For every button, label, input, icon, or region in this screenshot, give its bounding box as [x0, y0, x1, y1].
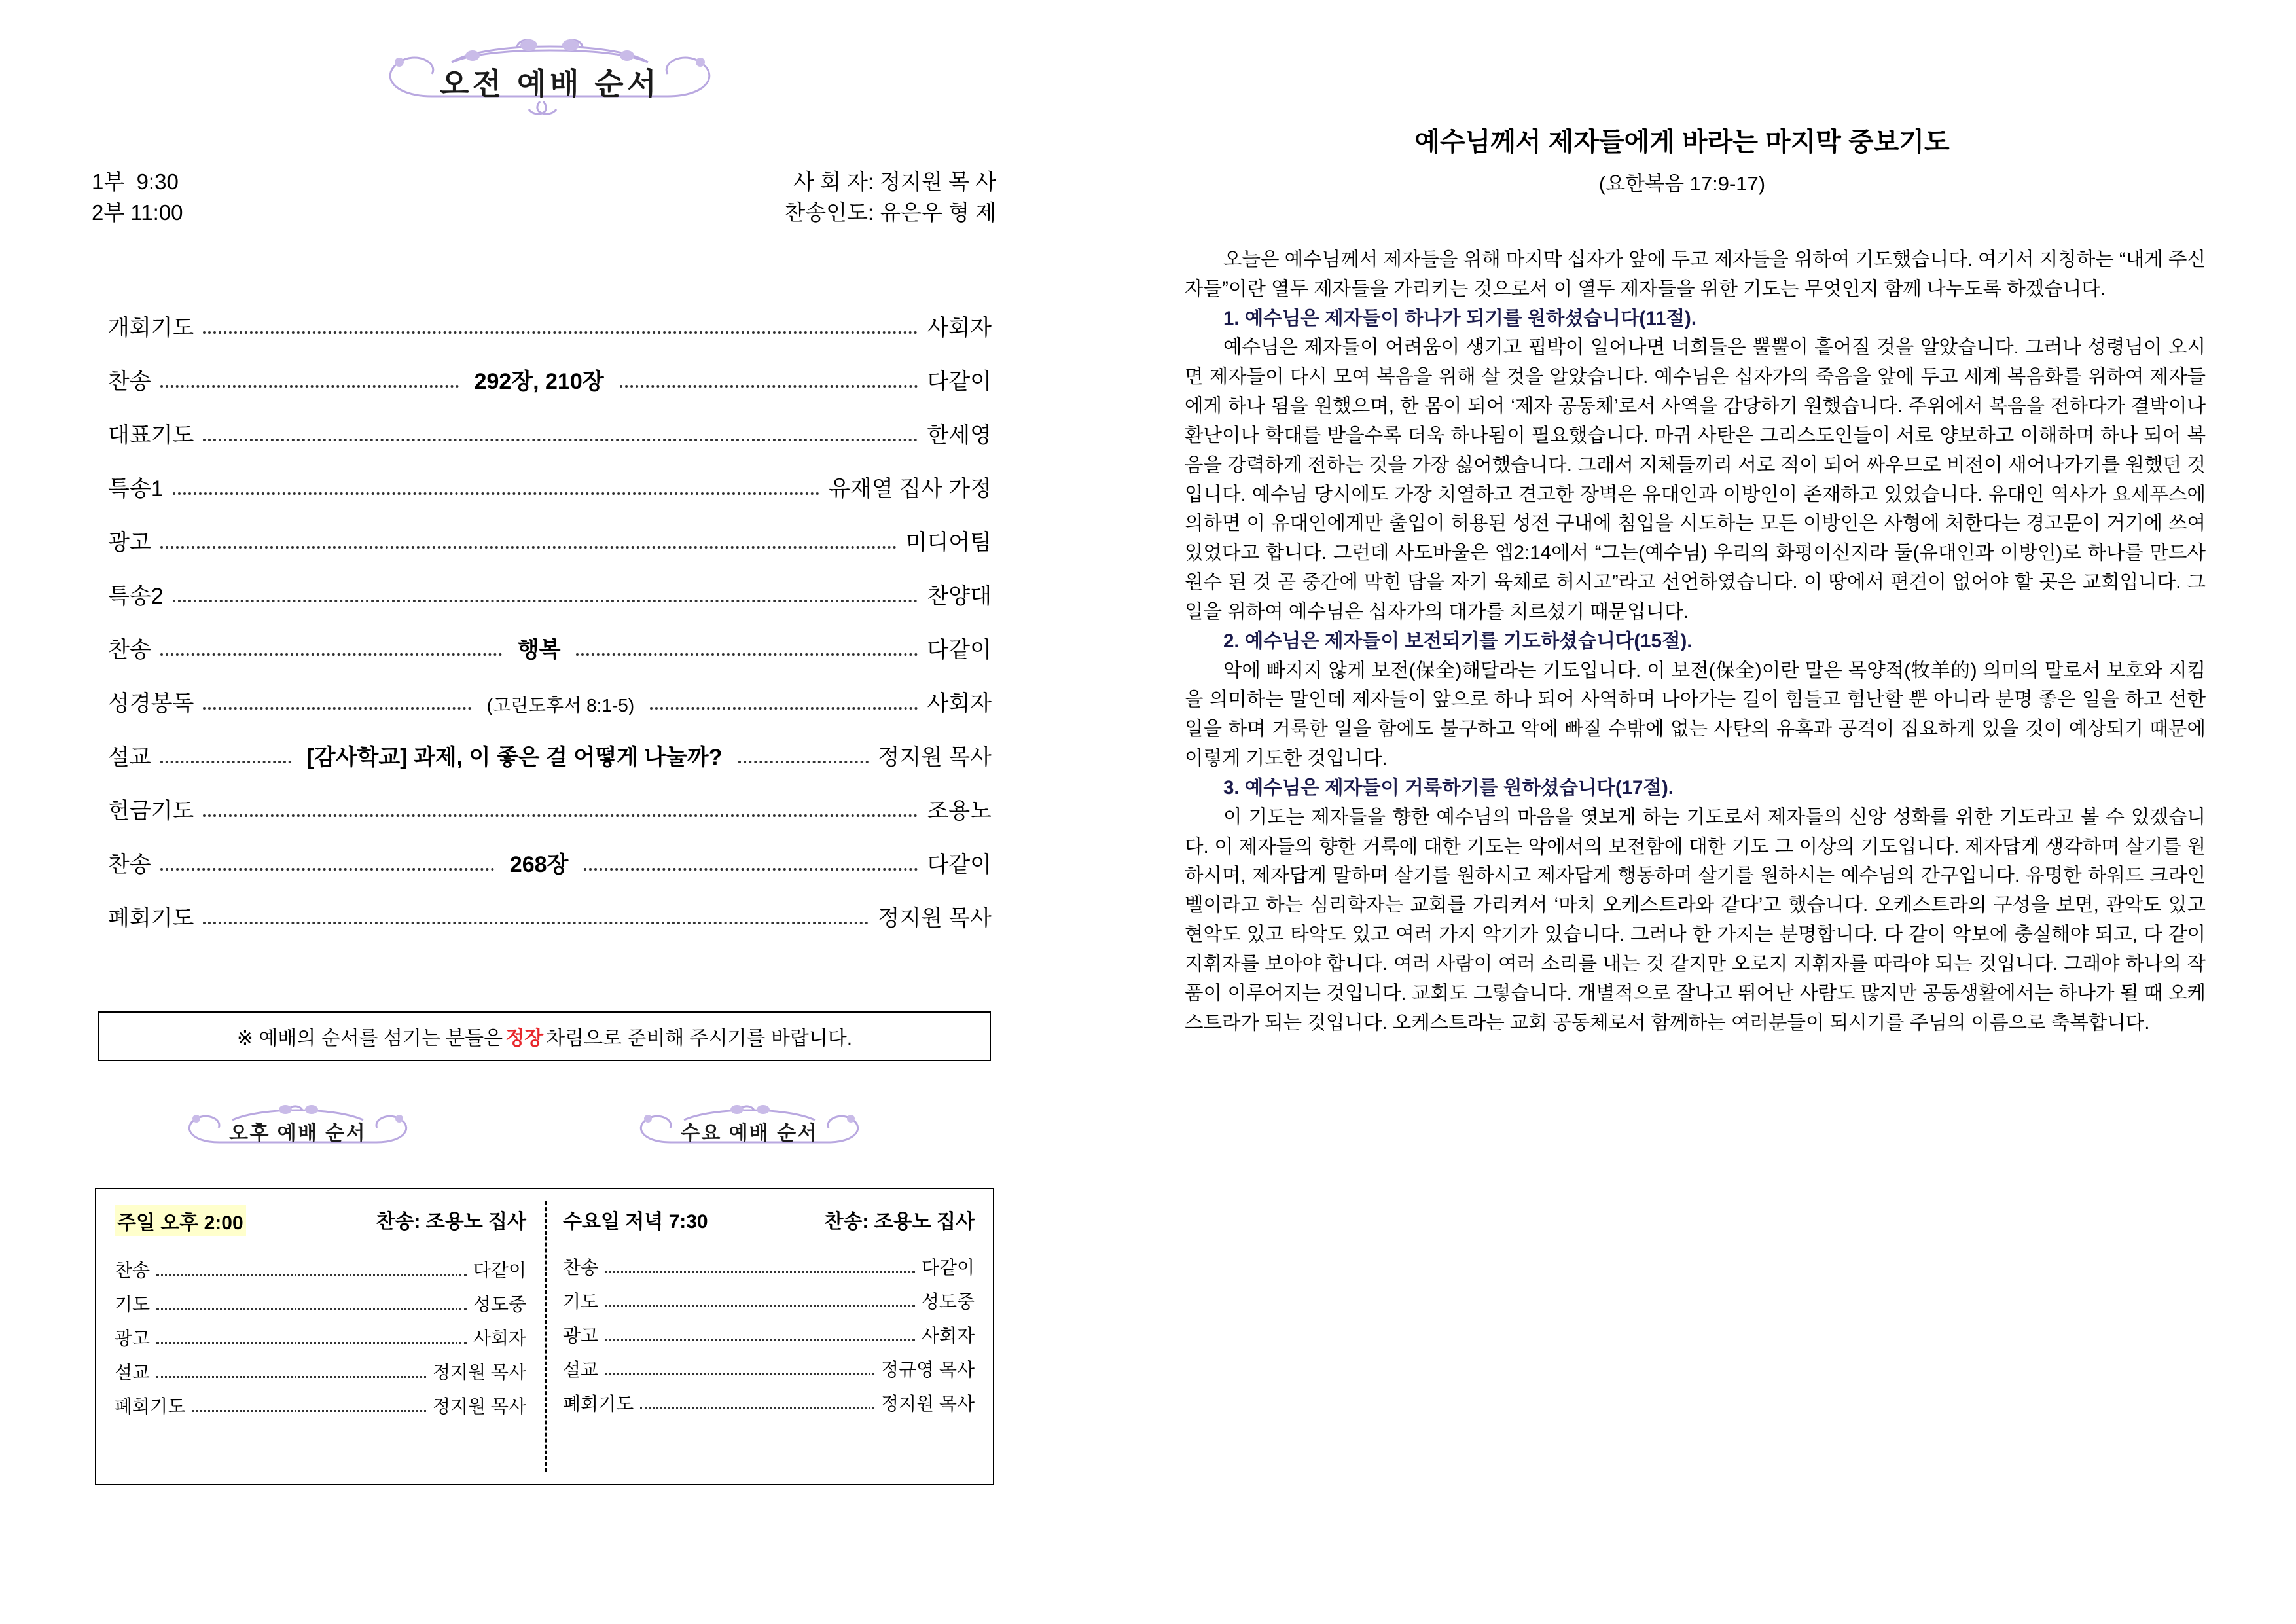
- schedule-person: 다같이: [473, 1260, 526, 1280]
- leader-dots: [605, 1305, 915, 1307]
- schedule-person: 사회자: [473, 1328, 526, 1348]
- order-label: 찬송: [108, 369, 151, 394]
- leader-presider: 사 회 자: 정지원 목 사: [793, 170, 996, 194]
- wednesday-service-column: [545, 1189, 993, 1484]
- order-person: 유재열 집사 가정: [829, 477, 992, 501]
- service-time-2: 2부 11:00: [92, 200, 183, 225]
- notice-text-after: 차림으로 준비해 주시기를 바랍니다.: [546, 1028, 853, 1049]
- schedule-row: [115, 1316, 526, 1350]
- order-row: [108, 771, 992, 825]
- order-row: [108, 503, 992, 556]
- schedule-label: 기도: [563, 1291, 599, 1312]
- wednesday-service-time: 수요일 저녁 7:30: [563, 1211, 708, 1233]
- leader-song: 찬송인도: 유은우 형 제: [784, 200, 996, 225]
- sermon-section-heading-2: 2. 예수님은 제자들이 보전되기를 기도하셨습니다(15절).: [1223, 630, 1693, 652]
- order-person: 사회자: [927, 691, 992, 716]
- order-label: 개회기도: [108, 316, 194, 340]
- leader-dots: [160, 653, 502, 656]
- service-times: [92, 167, 183, 228]
- schedule-person: 정지원 목사: [880, 1394, 975, 1414]
- schedule-row: [563, 1348, 975, 1382]
- wednesday-service-title: 수요 예배 순서: [681, 1123, 818, 1144]
- leader-dots: [605, 1271, 915, 1273]
- sermon-body: [1185, 245, 2206, 1038]
- order-label: 특송1: [108, 477, 164, 501]
- afternoon-service-title: 오후 예배 순서: [229, 1123, 367, 1144]
- order-row: [108, 717, 992, 771]
- leader-dots: [640, 1407, 874, 1409]
- order-row: [108, 825, 992, 878]
- order-label: 성경봉독: [108, 691, 194, 716]
- leader-dots: [156, 1307, 467, 1310]
- leader-dots: [173, 492, 820, 495]
- leader-dots: [160, 545, 897, 549]
- leader-dots: [605, 1373, 874, 1375]
- schedule-row: [563, 1246, 975, 1280]
- order-label: 특송2: [108, 584, 164, 609]
- sermon-intro: 오늘은 예수님께서 제자들을 위해 마지막 십자가 앞에 두고 제자들을 위하여 기도했습니다. 여기서 지칭하는 “내게 주신 자들”이란 열두 제자들을 가리키는 것으로서 이 열두 제자들을 위한 기도는 무엇인지 함께 나누도록 하겠습니다.: [1185, 249, 2206, 300]
- secondary-services-box: [95, 1188, 994, 1485]
- order-row: [108, 878, 992, 932]
- order-of-worship-list: [108, 288, 992, 932]
- order-row: [108, 449, 992, 503]
- leader-dots: [203, 331, 918, 334]
- order-row: [108, 610, 992, 664]
- wednesday-song-leader: 찬송: 조용노 집사: [824, 1211, 975, 1233]
- order-label: 찬송: [108, 852, 151, 877]
- sermon-section-text-1: 예수님은 제자들이 어려움이 생기고 핍박이 일어나면 너희들은 뿔뿔이 흩어질 것을 알았습니다. 그러나 성령님이 오시면 제자들이 다시 모여 복음을 위해 살 것을 알았습니다. 예수님은 십자가의 죽음을 앞에 두고 세계 복음화를 위하여 제자들에게 하나 됨을 원했으며, 한 몸이 되어 ‘제자 공동체’로서 사역을 감당하기 원했습니다. 주위에서 복음을 전하다가 결박이나 환난이나 학대를 받을수록 더욱 하나됨이 필요했습니다. 마귀 사탄은 그리스도인들이 서로 양보하고 이해하며 하나 되어 복음을 강력하게 전하는 것을 가장 싫어했습니다. 그래서 지체들끼리 서로 적이 되어 싸우므로 비전이 새어나가기를 원했던 것입니다. 예수님 당시에도 가장 치열하고 견고한 장벽은 유대인과 이방인이 존재하고 있었습니다. 유대인 역사가 요세푸스에 의하면 이 유대인에게만 출입이 허용된 성전 구내에 침입을 시도하는 모든 이방인은 사형에 처한다는 경고문이 거기에 쓰여 있었다고 합니다. 그런데 사도바울은 엡2:14에서 “그는(예수님) 우리의 화평이신지라 둘(유대인과 이방인)로 하나를 만드사 원수 된 것 곧 중간에 막힌 담을 자기 육체로 허시고”라고 선언하였습니다. 이 땅에서 편견이 없어야 할 곳은 교회입니다. 그 일을 위하여 예수님은 십자가의 대가를 치르셨기 때문입니다.: [1185, 336, 2206, 623]
- left-column: [0, 0, 1080, 1624]
- order-detail: 행복: [517, 638, 561, 662]
- schedule-row: [563, 1280, 975, 1314]
- order-person: 정지원 목사: [878, 906, 992, 931]
- notice-text-before: ※ 예배의 순서를 섬기는 분들은: [236, 1028, 503, 1049]
- leader-dots: [156, 1273, 467, 1276]
- schedule-label: 설교: [563, 1360, 599, 1380]
- leader-dots: [650, 706, 918, 710]
- sermon-section-text-3: 이 기도는 제자들을 향한 예수님의 마음을 엿보게 하는 기도로서 제자들의 신앙 성화를 위한 기도라고 볼 수 있겠습니다. 이 제자들의 향한 거룩에 대한 기도는 악에서의 보전함에 대한 기도 그 이상의 기도입니다. 제자답게 생각하며 살기를 원하시며, 제자답게 말하며 살기를 원하시고 제자답게 행동하며 살기를 원하시는 예수님의 간구입니다. 유명한 하워드 크라인벨이라고 하는 심리학자는 교회를 가리켜서 ‘마치 오케스트라와 같다’고 했습니다. 오케스트라의 구성을 보면, 관악도 있고 현악도 있고 타악도 있고 여러 가지 악기가 있습니다. 그러나 한 가지는 분명합니다. 다 같이 악보에 충실해야 되고, 다 같이 지휘자를 보아야 합니다. 여러 사람이 여러 소리를 내는 것 같지만 오로지 지휘자를 따라야 되는 것입니다. 그래야 하나의 작품이 이루어지는 것입니다. 교회도 그렇습니다. 개별적으로 잘나고 뛰어난 사람도 많지만 공동생활에서는 하나가 될 때 오케스트라가 되는 것입니다. 오케스트라는 교회 공동체로서 함께하는 여러분들이 되시기를 주님의 이름으로 축복합니다.: [1185, 806, 2206, 1034]
- leader-dots: [156, 1375, 426, 1378]
- leader-dots: [738, 760, 869, 763]
- morning-service-title: 오전 예배 순서: [439, 67, 660, 101]
- afternoon-service-header: [115, 1205, 526, 1236]
- order-person: 찬양대: [927, 584, 992, 609]
- schedule-row: [563, 1382, 975, 1416]
- schedule-person: 성도중: [921, 1291, 975, 1312]
- order-person: 정지원 목사: [878, 745, 992, 770]
- morning-service-banner: [353, 36, 746, 128]
- sermon-scripture: (요한복음 17:9-17): [1598, 172, 1766, 195]
- leader-dots: [173, 599, 918, 602]
- service-time-1: 1부 9:30: [92, 170, 179, 194]
- sermon-section-text-2: 악에 빠지지 않게 보전(保全)해달라는 기도입니다. 이 보전(保全)이란 말은 목양적(牧羊的) 의미의 말로서 보호와 지킴을 의미하는 말인데 제자들이 앞으로 하나 되어 사역하며 나아가는 길이 힘들고 험난할 뿐 아니라 분명 좋은 일을 하고 선한 일을 하며 거룩한 일을 함에도 불구하고 악에 빠질 수밖에 없는 사탄의 유혹과 공격이 집요하게 있을 것이 예상되기 때문에 이렇게 기도한 것입니다.: [1185, 659, 2206, 770]
- order-label: 폐회기도: [108, 906, 194, 931]
- afternoon-service-time: 주일 오후 2:00: [115, 1205, 246, 1236]
- schedule-row: [563, 1314, 975, 1348]
- leader-dots: [203, 438, 918, 441]
- order-row: [108, 395, 992, 449]
- schedule-label: 설교: [115, 1362, 151, 1382]
- order-person: 사회자: [927, 316, 992, 340]
- dress-code-notice: [98, 1011, 991, 1061]
- schedule-row: [115, 1282, 526, 1316]
- leader-dots: [160, 867, 494, 871]
- schedule-label: 기도: [115, 1294, 151, 1314]
- scripture-reference: (고린도후서 8:1-5): [486, 695, 635, 715]
- order-label: 대표기도: [108, 423, 194, 448]
- leader-dots: [620, 384, 918, 388]
- schedule-person: 정규영 목사: [880, 1360, 975, 1380]
- schedule-person: 성도중: [473, 1294, 526, 1314]
- sermon-section-heading-1: 1. 예수님은 제자들이 하나가 되기를 원하셨습니다(11절).: [1223, 307, 1697, 329]
- leader-dots: [584, 867, 918, 871]
- notice-highlight: 정장: [505, 1028, 544, 1049]
- schedule-row: [115, 1384, 526, 1418]
- schedule-label: 폐회기도: [115, 1396, 186, 1416]
- schedule-person: 정지원 목사: [432, 1396, 526, 1416]
- order-label: 광고: [108, 530, 151, 555]
- order-person: 다같이: [927, 638, 992, 662]
- schedule-label: 광고: [563, 1326, 599, 1346]
- leader-dots: [156, 1341, 467, 1344]
- schedule-person: 사회자: [921, 1326, 975, 1346]
- leader-dots: [160, 384, 459, 388]
- wednesday-service-banner: [609, 1103, 890, 1159]
- order-person: 다같이: [927, 369, 992, 394]
- order-person: 조용노: [927, 799, 992, 823]
- order-detail: 292장, 210장: [474, 369, 604, 394]
- afternoon-song-leader: 찬송: 조용노 집사: [376, 1211, 526, 1233]
- leader-dots: [576, 653, 918, 656]
- order-label: 찬송: [108, 638, 151, 662]
- leader-dots: [203, 921, 869, 924]
- order-row: [108, 288, 992, 342]
- leader-dots: [160, 760, 291, 763]
- schedule-person: 정지원 목사: [432, 1362, 526, 1382]
- schedule-label: 광고: [115, 1328, 151, 1348]
- afternoon-service-column: [96, 1189, 545, 1484]
- schedule-label: 폐회기도: [563, 1394, 634, 1414]
- leader-dots: [203, 814, 918, 817]
- sermon-title: [감사학교] 과제, 이 좋은 걸 어떻게 나눌까?: [306, 745, 723, 770]
- order-row: [108, 342, 992, 395]
- order-row: [108, 556, 992, 610]
- order-person: 미디어팀: [905, 530, 992, 555]
- sermon-heading: 예수님께서 제자들에게 바라는 마지막 중보기도: [1414, 128, 1950, 156]
- leader-dots: [203, 706, 471, 710]
- right-column: [1172, 0, 2232, 1624]
- schedule-row: [115, 1248, 526, 1282]
- wednesday-service-header: [563, 1205, 975, 1234]
- leader-dots: [192, 1409, 426, 1412]
- order-label: 헌금기도: [108, 799, 194, 823]
- schedule-label: 찬송: [115, 1260, 151, 1280]
- schedule-row: [115, 1350, 526, 1384]
- order-detail: 268장: [509, 852, 569, 877]
- service-leaders: [784, 167, 996, 228]
- leader-dots: [605, 1339, 915, 1341]
- afternoon-service-banner: [157, 1103, 439, 1159]
- schedule-label: 찬송: [563, 1257, 599, 1278]
- schedule-person: 다같이: [921, 1257, 975, 1278]
- order-label: 설교: [108, 745, 151, 770]
- sermon-section-heading-3: 3. 예수님은 제자들이 거룩하기를 원하셨습니다(17절).: [1223, 776, 1674, 799]
- order-person: 한세영: [927, 423, 992, 448]
- order-row: [108, 664, 992, 717]
- order-person: 다같이: [927, 852, 992, 877]
